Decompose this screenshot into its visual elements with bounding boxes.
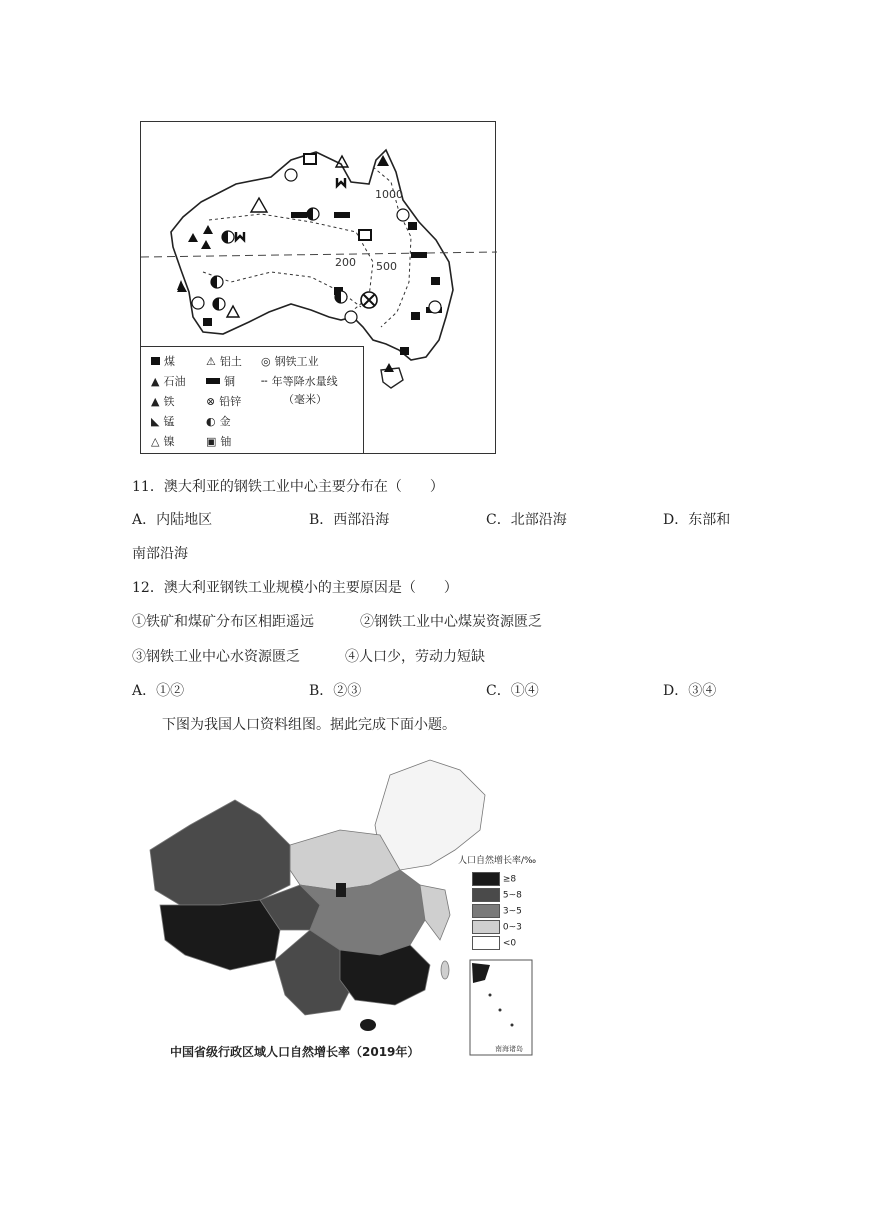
legend-isohyet-label: 年等降水量线 xyxy=(271,375,338,388)
steel-industry-symbol xyxy=(345,311,357,323)
q12-option-a[interactable]: A．①② xyxy=(132,683,185,699)
legend-oil-label: 石油 xyxy=(163,375,186,388)
legend-leadzinc-label: 铅锌 xyxy=(219,395,242,408)
legend-copper-label: 铜 xyxy=(224,375,235,388)
contour-label-200: 200 xyxy=(335,256,356,269)
legend-manganese xyxy=(151,413,174,429)
legend-row xyxy=(472,920,536,934)
iron-icon: ▲ xyxy=(151,394,160,408)
coal-symbol xyxy=(408,222,417,230)
q11-option-b[interactable]: B．西部沿海 xyxy=(309,512,390,528)
legend-gold-label: 金 xyxy=(219,415,231,428)
gold-icon: ◐ xyxy=(206,414,216,428)
legend-uranium-label: 铀 xyxy=(220,435,232,448)
region-taiwan xyxy=(441,961,449,979)
steel-industry-symbol xyxy=(285,169,297,181)
q12-statement-2: ②钢铁工业中心煤炭资源匮乏 xyxy=(360,614,542,630)
region-ningxia xyxy=(336,883,346,897)
region-xinjiang xyxy=(150,800,290,905)
bauxite-icon: ⚠ xyxy=(206,354,216,368)
section-intro: 下图为我国人口资料组图。据此完成下面小题。 xyxy=(162,717,456,733)
coal-symbol xyxy=(400,347,409,355)
coal-icon xyxy=(151,357,160,365)
map-caption: 中国省级行政区域人口自然增长率（2019年） xyxy=(170,1045,420,1059)
uranium-icon: ▣ xyxy=(206,434,217,448)
question-11-stem: 11．澳大利亚的钢铁工业中心主要分布在（ ） xyxy=(132,479,444,495)
q12-statement-1: ①铁矿和煤矿分布区相距遥远 xyxy=(132,614,314,630)
steel-industry-symbol xyxy=(429,301,441,313)
legend-steel-label: 钢铁工业 xyxy=(274,355,319,368)
contour-label-500: 500 xyxy=(376,260,397,273)
legend-isohyet xyxy=(261,373,338,389)
map-legend xyxy=(141,346,364,453)
legend-gold xyxy=(206,413,231,429)
nickel-icon: △ xyxy=(151,434,160,448)
copper-icon xyxy=(206,378,220,384)
legend-item-label: 5~8 xyxy=(502,890,522,901)
legend-item-label: 3~5 xyxy=(502,906,522,917)
inset-island xyxy=(489,994,492,997)
q11-option-d[interactable]: D．东部和 xyxy=(663,512,731,528)
iron-symbol xyxy=(384,363,394,372)
population-legend-title: 人口自然增长率/‰ xyxy=(458,856,537,866)
legend-row xyxy=(472,936,536,950)
uranium-symbol xyxy=(359,230,371,240)
leadzinc-icon: ⊗ xyxy=(206,394,216,408)
legend-swatch xyxy=(472,872,500,886)
q12-option-d[interactable]: D．③④ xyxy=(663,683,717,699)
gold-symbol-fill xyxy=(307,208,313,220)
copper-symbol xyxy=(334,212,350,218)
population-legend xyxy=(458,853,536,952)
gold-symbol-fill xyxy=(213,298,219,310)
iron-symbol xyxy=(203,225,213,234)
gold-symbol-fill xyxy=(211,276,217,288)
manganese-symbol xyxy=(236,232,244,240)
gold-symbol-fill xyxy=(222,231,228,243)
iron-symbol xyxy=(201,240,211,249)
region-south xyxy=(340,945,430,1005)
region-tibet xyxy=(160,900,280,970)
q12-statement-4: ④人口少，劳动力短缺 xyxy=(345,649,485,665)
q11-option-a[interactable]: A．内陆地区 xyxy=(132,512,213,528)
legend-bauxite xyxy=(206,353,242,369)
tropic-line xyxy=(141,252,497,257)
iron-symbol xyxy=(188,233,198,242)
legend-swatch xyxy=(472,920,500,934)
bauxite-symbol xyxy=(251,198,267,212)
legend-item-label: ≥8 xyxy=(502,874,517,885)
legend-row xyxy=(472,872,536,886)
legend-swatch xyxy=(472,888,500,902)
isohyet-icon: ╌ xyxy=(261,374,268,388)
legend-swatch xyxy=(472,936,500,950)
coal-symbol xyxy=(411,312,420,320)
legend-coal xyxy=(151,353,175,369)
nickel-symbol xyxy=(227,306,239,317)
legend-bauxite-label: 铝土 xyxy=(219,355,242,368)
q11-option-c[interactable]: C．北部沿海 xyxy=(486,512,567,528)
copper-symbol xyxy=(291,212,307,218)
coal-symbol xyxy=(203,318,212,326)
coal-symbol xyxy=(431,277,440,285)
legend-oil xyxy=(151,373,185,389)
manganese-symbol xyxy=(337,178,345,186)
legend-isohyet-unit xyxy=(283,391,327,407)
steel-industry-symbol xyxy=(397,209,409,221)
legend-manganese-label: 锰 xyxy=(163,415,175,428)
steel-industry-symbol xyxy=(192,297,204,309)
oil-icon: ▲ xyxy=(151,374,160,388)
legend-item-label: 0~3 xyxy=(502,922,522,933)
q11-option-d-wrap: 南部沿海 xyxy=(132,546,188,562)
copper-symbol xyxy=(411,252,427,258)
q12-option-b[interactable]: B．②③ xyxy=(309,683,362,699)
oil-symbol xyxy=(177,280,185,290)
legend-iron-label: 铁 xyxy=(163,395,175,408)
contour-label-1000: 1000 xyxy=(375,188,403,201)
manganese-icon: ◣ xyxy=(151,414,160,428)
legend-nickel xyxy=(151,433,174,449)
legend-uranium xyxy=(206,433,231,449)
legend-copper xyxy=(206,373,235,389)
region-hainan xyxy=(360,1019,376,1031)
inset-island xyxy=(511,1024,514,1027)
legend-coal-label: 煤 xyxy=(164,355,175,368)
australia-resource-map xyxy=(140,121,496,454)
legend-row xyxy=(472,904,536,918)
legend-steel xyxy=(261,353,319,369)
inset-label: 南海诸岛 xyxy=(495,1045,523,1053)
china-population-map xyxy=(140,755,540,1065)
region-east xyxy=(420,885,450,940)
legend-isohyet-unit-label: （毫米） xyxy=(283,393,327,406)
legend-row xyxy=(472,888,536,902)
legend-leadzinc xyxy=(206,393,241,409)
steel-icon: ◎ xyxy=(261,354,271,368)
legend-swatch xyxy=(472,904,500,918)
q12-statement-3: ③钢铁工业中心水资源匮乏 xyxy=(132,649,300,665)
legend-item-label: <0 xyxy=(502,938,517,949)
uranium-symbol xyxy=(304,154,316,164)
question-12-stem: 12．澳大利亚钢铁工业规模小的主要原因是（ ） xyxy=(132,580,458,596)
inset-island xyxy=(499,1009,502,1012)
q12-option-c[interactable]: C．①④ xyxy=(486,683,539,699)
legend-nickel-label: 镍 xyxy=(163,435,175,448)
legend-iron xyxy=(151,393,174,409)
